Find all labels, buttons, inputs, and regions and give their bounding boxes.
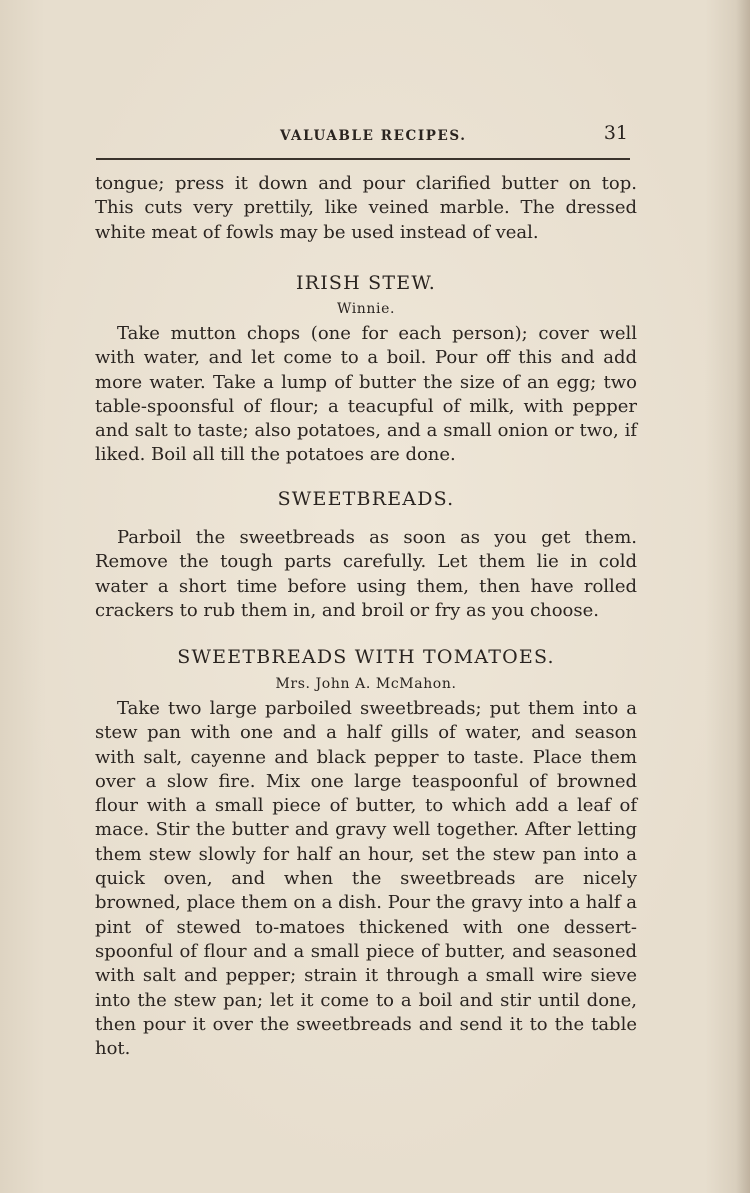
continuation-text: tongue; press it down and pour clarified butter on top. This cuts very prettily, like veined marble. The dressed white meat of fowls may be used instead of veal.	[95, 173, 637, 243]
recipe-body-sweetbreads-block	[95, 526, 637, 623]
recipe-body-irish-stew-block	[95, 322, 637, 468]
recipe-credit-sweetbreads-with-tomatoes: Mrs. John A. McMahon.	[275, 676, 457, 692]
page-number: 31	[603, 122, 628, 144]
recipe-title-sweetbreads: SWEETBREADS.	[277, 488, 455, 510]
recipe-body-sweetbreads-with-tomatoes: Take two large parboiled sweetbreads; put them into a stew pan with one and a half gills of water, and season with salt, cayenne and black pepper to taste. Place them over a slow fire. Mix one large teaspoonful of browned flour with a small piece of butter, to which add a leaf of mace. Stir the butter and gravy well together. After letting them stew slowly for half an hour, set the stew pan into a quick oven, and when the sweetbreads are nicely browned, place them on a dish. Pour the gravy into a half a pint of stewed to-matoes thickened with one dessert-spoonful of flour and a small piece of butter, and seasoned with salt and pepper; strain it through a small wire sieve into the stew pan; let it come to a boil and stir until done, then pour it over the sweetbreads and send it to the table hot.	[95, 698, 637, 1060]
page-edge-shadow	[736, 0, 750, 1193]
recipe-body-sweetbreads: Parboil the sweetbreads as soon as you get them. Remove the tough parts carefully. Let them lie in cold water a short time before using them, then have rolled crackers to rub them in, and broil or fry as you choose.	[95, 527, 637, 621]
page-header	[96, 122, 636, 152]
recipe-body-sweetbreads-with-tomatoes-block	[95, 697, 637, 1061]
recipe-title-sweetbreads-with-tomatoes: SWEETBREADS WITH TOMATOES.	[177, 646, 555, 668]
recipe-credit-irish-stew: Winnie.	[336, 301, 396, 317]
recipe-title-irish-stew: IRISH STEW.	[296, 272, 436, 294]
continuation-paragraph	[95, 172, 637, 245]
recipe-body-irish-stew: Take mutton chops (one for each person); cover well with water, and let come to a boil. Pour off this and add more water. Take a lump of butter the size of an egg; two table-spoonsful of flour; a teacupful of milk, with pepper and salt to taste; also potatoes, and a small onion or two, if liked. Boil all till the potatoes are done.	[95, 323, 637, 466]
header-rule	[96, 158, 630, 160]
running-title: VALUABLE RECIPES.	[280, 128, 467, 144]
